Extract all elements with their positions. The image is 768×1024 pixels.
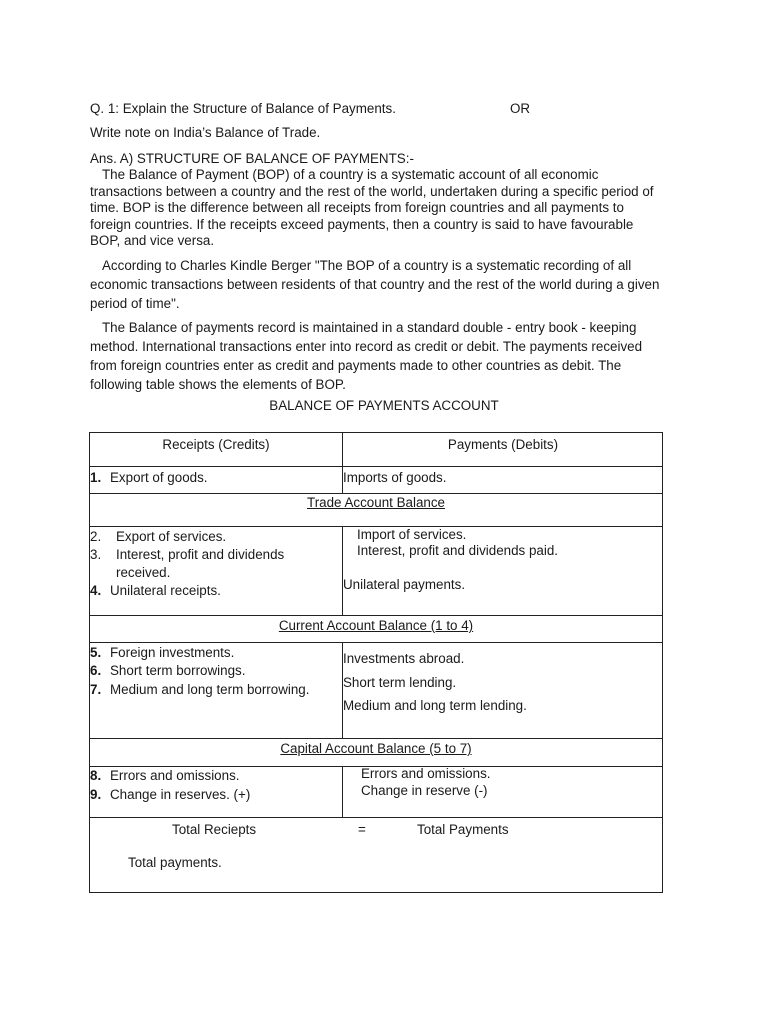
paragraph-1-line-5: BOP, and vice versa. xyxy=(90,233,215,249)
question-line-1: Q. 1: Explain the Structure of Balance of Payments. xyxy=(90,101,396,116)
question-line-2: Write note on India’s Balance of Trade. xyxy=(90,125,321,140)
row-number: 2. xyxy=(90,529,102,544)
table-divider xyxy=(90,817,662,818)
table-row xyxy=(90,582,221,600)
table-row xyxy=(90,786,250,804)
row-number: 8. xyxy=(90,768,102,783)
paragraph-3-line-3: from foreign countries enter as credit and payments made to other countries as debit. The xyxy=(90,358,622,373)
receipt-short-term-borrowings: Short term borrowings. xyxy=(110,663,246,678)
paragraph-1 xyxy=(90,167,682,250)
column-divider xyxy=(342,526,343,615)
receipt-interest-profit-cont: received. xyxy=(116,565,171,580)
payment-medium-long-lending: Medium and long term lending. xyxy=(343,698,527,713)
payment-imports-goods: Imports of goods. xyxy=(343,470,447,485)
row-number: 7. xyxy=(90,682,102,697)
table-divider xyxy=(90,615,662,616)
table-title: BALANCE OF PAYMENTS ACCOUNT xyxy=(269,398,499,413)
table-row xyxy=(90,528,226,546)
table-divider xyxy=(90,466,662,467)
payment-short-term-lending: Short term lending. xyxy=(343,675,457,690)
table-row xyxy=(90,644,234,662)
payment-change-reserve: Change in reserve (-) xyxy=(361,783,488,798)
receipt-change-reserves: Change in reserves. (+) xyxy=(110,787,251,802)
answer-heading: Ans. A) STRUCTURE OF BALANCE OF PAYMENTS:- xyxy=(90,151,414,166)
receipt-interest-profit: Interest, profit and dividends xyxy=(116,547,285,562)
payment-investments-abroad: Investments abroad. xyxy=(343,651,465,666)
payment-import-services: Import of services. xyxy=(357,527,467,542)
row-number: 3. xyxy=(90,547,102,562)
row-number: 5. xyxy=(90,645,102,660)
table-divider xyxy=(90,738,662,739)
capital-account-balance: Capital Account Balance (5 to 7) xyxy=(280,741,472,756)
paragraph-1-line-4: foreign countries. If the receipts exceed payments, then a country is said to have favourable xyxy=(90,216,634,232)
table-divider xyxy=(90,642,662,643)
row-number: 4. xyxy=(90,583,102,598)
row-number: 1. xyxy=(90,470,102,485)
header-payments: Payments (Debits) xyxy=(447,437,559,452)
receipt-export-services: Export of services. xyxy=(116,529,227,544)
payment-unilateral: Unilateral payments. xyxy=(343,577,466,592)
paragraph-1-line-2: transactions between a country and the rest of the world, undertaken during a specific period of xyxy=(90,183,654,199)
paragraph-2-line-2: economic transactions between residents of that country and the rest of the world during a given xyxy=(90,277,660,292)
row-number: 6. xyxy=(90,663,102,678)
receipt-unilateral: Unilateral receipts. xyxy=(110,583,221,598)
payment-errors-omissions: Errors and omissions. xyxy=(361,766,491,781)
total-payments: Total Payments xyxy=(417,822,509,837)
total-receipts: Total Reciepts xyxy=(172,822,257,837)
paragraph-1-line-3: time. BOP is the difference between all receipts from foreign countries and all payments to xyxy=(90,200,624,216)
question-or: OR xyxy=(510,101,531,116)
table-row xyxy=(90,662,245,680)
receipt-export-goods: Export of goods. xyxy=(110,470,208,485)
table-row xyxy=(90,546,284,564)
header-receipts: Receipts (Credits) xyxy=(162,437,270,452)
paragraph-1-line-1: The Balance of Payment (BOP) of a country is a systematic account of all economic xyxy=(102,167,599,182)
paragraph-3-line-1: The Balance of payments record is maintained in a standard double - entry book - keeping xyxy=(102,320,637,335)
paragraph-3 xyxy=(90,318,682,394)
total-payments-note: Total payments. xyxy=(128,855,222,870)
receipt-errors-omissions: Errors and omissions. xyxy=(110,768,240,783)
paragraph-3-line-4: following table shows the elements of BOP. xyxy=(90,377,346,392)
bop-table xyxy=(89,432,663,893)
paragraph-2 xyxy=(90,256,682,313)
row-number: 9. xyxy=(90,787,102,802)
trade-account-balance: Trade Account Balance xyxy=(307,495,445,510)
table-row xyxy=(90,469,208,487)
paragraph-2-line-1: According to Charles Kindle Berger "The BOP of a country is a systematic recording of all xyxy=(102,258,632,273)
paragraph-3-line-2: method. International transactions enter into record as credit or debit. The payments received xyxy=(90,339,643,354)
equals-sign: = xyxy=(358,822,366,837)
table-row xyxy=(90,681,309,699)
receipt-foreign-investments: Foreign investments. xyxy=(110,645,235,660)
table-row xyxy=(90,767,240,785)
current-account-balance: Current Account Balance (1 to 4) xyxy=(278,618,474,633)
paragraph-2-line-3: period of time". xyxy=(90,296,180,311)
receipt-medium-long-borrowing: Medium and long term borrowing. xyxy=(110,682,310,697)
column-divider xyxy=(342,766,343,817)
payment-interest-profit: Interest, profit and dividends paid. xyxy=(357,543,558,558)
